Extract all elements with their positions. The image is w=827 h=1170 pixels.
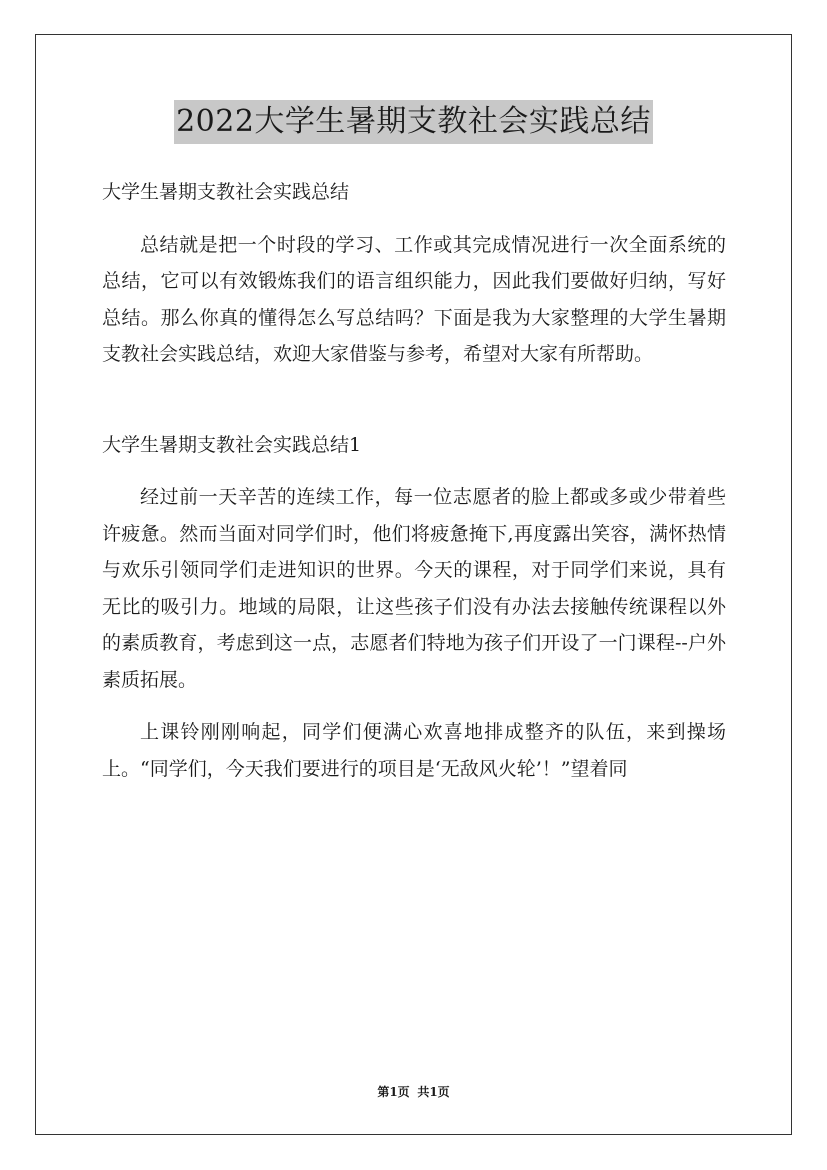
- title-container: [0, 100, 827, 144]
- document-title: 2022大学生暑期支教社会实践总结: [174, 100, 653, 144]
- page-number: 第1页: [377, 1085, 410, 1099]
- page-footer: [0, 1083, 827, 1100]
- section-1-heading: 大学生暑期支教社会实践总结1: [102, 433, 362, 456]
- section-1-paragraph-1: 经过前一天辛苦的连续工作，每一位志愿者的脸上都或多或少带着些许疲惫。然而当面对同学们时，他们将疲惫掩下,再度露出笑容，满怀热情与欢乐引领同学们走进知识的世界。今天的课程，对于同学们来说，具有无比的吸引力。地域的局限，让这些孩子们没有办法去接触传统课程以外的素质教育，考虑到这一点，志愿者们特地为孩子们开设了一门课程--户外素质拓展。: [102, 486, 726, 691]
- intro-heading: 大学生暑期支教社会实践总结: [102, 181, 350, 203]
- page-total: 共1页: [417, 1085, 450, 1099]
- intro-paragraph: 总结就是把一个时段的学习、工作或其完成情况进行一次全面系统的总结，它可以有效锻炼我们的语言组织能力，因此我们要做好归纳，写好总结。那么你真的懂得怎么写总结吗？下面是我为大家整理的大学生暑期支教社会实践总结，欢迎大家借鉴与参考，希望对大家有所帮助。: [102, 233, 726, 365]
- document-body: [102, 174, 726, 787]
- section-1-paragraph-2: 上课铃刚刚响起，同学们便满心欢喜地排成整齐的队伍，来到操场上。“同学们，今天我们要进行的项目是‘无敌风火轮’！”望着同: [102, 721, 726, 780]
